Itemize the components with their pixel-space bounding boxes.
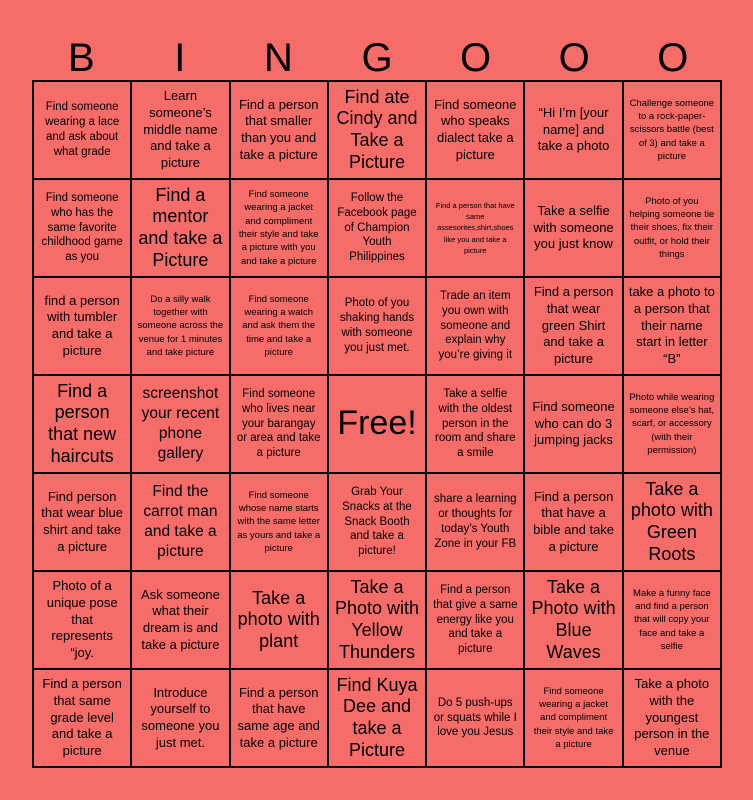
- header-letter: O: [558, 36, 590, 80]
- bingo-cell[interactable]: [329, 474, 427, 572]
- bingo-cell-text: find a person with tumbler and take a picture: [44, 292, 120, 358]
- bingo-cell-text: Find a person that same grade level and take a picture: [42, 676, 122, 758]
- bingo-cell[interactable]: [34, 180, 132, 278]
- bingo-cell[interactable]: [624, 670, 722, 768]
- header-letter: O: [657, 36, 689, 80]
- bingo-cell[interactable]: [132, 670, 230, 768]
- bingo-cell[interactable]: [624, 180, 722, 278]
- bingo-cell-text: “Hi I’m [your name] and take a photo: [537, 105, 610, 154]
- bingo-cell[interactable]: [231, 572, 329, 670]
- bingo-cell[interactable]: [132, 180, 230, 278]
- bingo-cell[interactable]: [624, 572, 722, 670]
- header-letter: O: [460, 36, 492, 80]
- bingo-cell-text: Take a Photo with Blue Waves: [531, 576, 616, 662]
- bingo-cell-text: Grab Your Snacks at the Snack Booth and take a picture!: [342, 485, 412, 558]
- bingo-cell-text: Find a mentor and take a Picture: [138, 184, 223, 270]
- bingo-cell-text: Follow the Facebook page of Champion Youth Philippines: [337, 191, 417, 264]
- bingo-cell[interactable]: [329, 572, 427, 670]
- bingo-cell[interactable]: [34, 82, 132, 180]
- bingo-cell[interactable]: [525, 670, 623, 768]
- bingo-cell[interactable]: [132, 278, 230, 376]
- free-space-cell[interactable]: [329, 376, 427, 474]
- bingo-cell-text: Find someone wearing a jacket and compliment their style and take a picture: [533, 685, 614, 750]
- bingo-cell[interactable]: [329, 180, 427, 278]
- bingo-header: [32, 36, 722, 80]
- bingo-cell[interactable]: [231, 82, 329, 180]
- bingo-cell-text: Take a photo with Green Roots: [630, 478, 713, 564]
- bingo-cell-text: Find someone who has the same favorite childhood game as you: [41, 191, 123, 264]
- bingo-cell[interactable]: [427, 376, 525, 474]
- bingo-cell[interactable]: [329, 670, 427, 768]
- bingo-cell[interactable]: [231, 278, 329, 376]
- bingo-cell-text: Find a person that wear green Shirt and take a picture: [533, 284, 614, 366]
- bingo-cell[interactable]: [329, 278, 427, 376]
- header-letter: G: [361, 36, 393, 80]
- bingo-cell-text: Find someone wearing a jacket and compliment their style and take a picture with you and take a picture: [238, 189, 319, 267]
- bingo-cell[interactable]: [132, 474, 230, 572]
- bingo-cell-text: Challenge someone to a rock-paper-scissors battle (best of 3) and take a picture: [629, 97, 715, 162]
- bingo-cell-text: Find someone whose name starts with the same letter as yours and take a picture: [237, 489, 321, 554]
- bingo-cell-text: Photo while wearing someone else’s hat, scarf, or accessory (with their permission): [629, 391, 715, 456]
- bingo-cell-text: Free!: [337, 404, 417, 443]
- bingo-cell[interactable]: [132, 82, 230, 180]
- bingo-cell-text: Find someone wearing a watch and ask them the time and take a picture: [242, 293, 316, 358]
- bingo-cell[interactable]: [132, 572, 230, 670]
- bingo-cell[interactable]: [624, 278, 722, 376]
- header-letter: N: [264, 36, 293, 80]
- bingo-cell-text: Find someone who can do 3 jumping jacks: [532, 399, 615, 448]
- bingo-cell-text: Take a selfie with someone you just know: [533, 203, 614, 252]
- bingo-cell[interactable]: [624, 82, 722, 180]
- bingo-cell-text: Do 5 push-ups or squats while I love you Jesus: [433, 696, 517, 739]
- bingo-cell[interactable]: [34, 572, 132, 670]
- bingo-cell-text: Find person that wear blue shirt and take a picture: [41, 488, 123, 554]
- bingo-cell-text: Find ate Cindy and Take a Picture: [336, 86, 418, 172]
- bingo-cell[interactable]: [427, 180, 525, 278]
- bingo-cell-text: Learn someone’s middle name and take a picture: [143, 88, 218, 170]
- bingo-cell[interactable]: [624, 474, 722, 572]
- bingo-cell-text: Photo of you helping someone tie their shoes, fix their outfit, or hold their things: [629, 195, 715, 260]
- bingo-cell[interactable]: [427, 82, 525, 180]
- bingo-cell-text: Make a funny face and find a person that will copy your face and take a selfie: [633, 587, 711, 652]
- bingo-cell-text: Find a person that new haircuts: [48, 380, 117, 466]
- bingo-cell[interactable]: [231, 376, 329, 474]
- bingo-cell-text: Take a photo with the youngest person in the venue: [634, 676, 710, 758]
- bingo-cell[interactable]: [427, 670, 525, 768]
- bingo-cell[interactable]: [525, 180, 623, 278]
- header-letter: I: [174, 36, 186, 80]
- bingo-cell-text: Find Kuya Dee and take a Picture: [336, 674, 418, 760]
- bingo-cell-text: Find the carrot man and take a picture: [143, 482, 218, 561]
- bingo-cell-text: Find someone who speaks dialect take a picture: [434, 96, 517, 162]
- bingo-cell[interactable]: [624, 376, 722, 474]
- bingo-cell-text: Photo of you shaking hands with someone you just met.: [339, 297, 415, 354]
- header-letter: B: [67, 36, 95, 80]
- bingo-cell-text: Find a person that have same assesorites,shirt,shoes like you and take a picture: [435, 200, 515, 255]
- bingo-cell-text: screenshot your recent phone gallery: [141, 384, 220, 463]
- bingo-cell-text: Photo of a unique pose that represents “joy.: [46, 578, 118, 660]
- bingo-cell-text: Find a person that have same age and take a picture: [237, 684, 320, 750]
- bingo-cell[interactable]: [525, 572, 623, 670]
- bingo-cell-text: Do a silly walk together with someone across the venue for 1 minutes and take picture: [137, 293, 224, 358]
- bingo-cell-text: Trade an item you own with someone and explain why you’re giving it: [438, 289, 513, 362]
- bingo-cell-text: Find someone wearing a lace and ask about what grade: [45, 101, 120, 158]
- bingo-cell[interactable]: [34, 278, 132, 376]
- bingo-cell-text: Ask someone what their dream is and take a picture: [141, 586, 220, 652]
- bingo-cell[interactable]: [34, 474, 132, 572]
- bingo-cell[interactable]: [132, 376, 230, 474]
- bingo-cell[interactable]: [427, 278, 525, 376]
- bingo-cell-text: Find a person that have a bible and take a picture: [533, 488, 615, 554]
- bingo-cell[interactable]: [34, 376, 132, 474]
- bingo-cell[interactable]: [231, 180, 329, 278]
- bingo-cell[interactable]: [525, 82, 623, 180]
- bingo-cell[interactable]: [231, 474, 329, 572]
- bingo-cell[interactable]: [525, 376, 623, 474]
- bingo-cell[interactable]: [525, 474, 623, 572]
- bingo-cell-text: Find someone who lives near your barangay or area and take a picture: [236, 387, 321, 460]
- bingo-cell-text: take a photo to a person that their name start in letter “B”: [628, 284, 715, 366]
- bingo-cell[interactable]: [34, 670, 132, 768]
- bingo-cell-text: Take a photo with plant: [237, 587, 320, 651]
- bingo-cell-text: Find a person that give a same energy like you and take a picture: [433, 583, 518, 656]
- bingo-cell-text: Take a Photo with Yellow Thunders: [334, 576, 420, 662]
- bingo-board: [32, 80, 722, 768]
- bingo-cell[interactable]: [427, 572, 525, 670]
- bingo-cell-text: Take a selfie with the oldest person in the room and share a smile: [435, 387, 516, 460]
- bingo-cell[interactable]: [231, 670, 329, 768]
- bingo-cell[interactable]: [427, 474, 525, 572]
- bingo-cell-text: Find a person that smaller than you and take a picture: [238, 96, 319, 162]
- bingo-cell[interactable]: [525, 278, 623, 376]
- bingo-cell-text: share a learning or thoughts for today’s Youth Zone in your FB: [434, 493, 517, 550]
- bingo-cell[interactable]: [329, 82, 427, 180]
- bingo-cell-text: Introduce yourself to someone you just met.: [141, 684, 220, 750]
